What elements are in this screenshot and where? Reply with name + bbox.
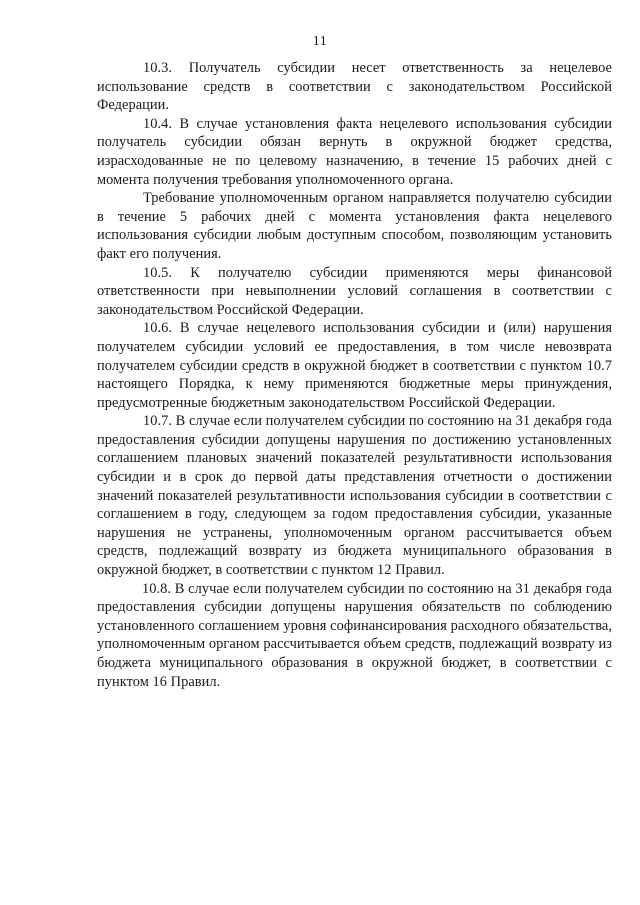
paragraph-requirement: Требование уполномоченным органом направляется получателю субсидии в течение 5 рабочих дней с момента установления факта нецелевого использования субсидии любым доступным способом, позволяющим установить факт его получения. bbox=[97, 190, 612, 262]
page-number: 11 bbox=[312, 34, 328, 49]
paragraph-10-5: 10.5. К получателю субсидии применяются меры финансовой ответственности при невыполнении условий соглашения в соответствии с законодательством Российской Федерации. bbox=[97, 264, 612, 318]
paragraph-10-3: 10.3. Получатель субсидии несет ответственность за нецелевое использование средств в соответствии с законодательством Российской Федерации. bbox=[97, 60, 612, 114]
paragraph-10-6: 10.6. В случае нецелевого использования субсидии и (или) нарушения получателем субсидии условий ее предоставления, в том числе невозврата получателем субсидии средств в окружной бюджет в соответствии с пунктом 10.7 настоящего Порядка, к нему применяются бюджетные меры принуждения, предусмотренные бюджетным законодательством Российской Федерации. bbox=[97, 320, 612, 411]
paragraph-10-4: 10.4. В случае установления факта нецелевого использования субсидии получатель субсидии обязан вернуть в окружной бюджет средства, израсходованные не по целевому назначению, в течение 15 рабочих дней с момента получения требования уполномоченного органа. bbox=[97, 115, 612, 188]
paragraph-10-7: 10.7. В случае если получателем субсидии по состоянию на 31 декабря года предоставления субсидии допущены нарушения по достижению установленных соглашением плановых значений показателей результативности использования субсидии и в срок до первой даты представления отчетности о достижении значений показателей результативности использования субсидии в соответствии с соглашением в году, следующем за годом предоставления субсидии, указанные нарушения не устранены, уполномоченным органом рассчитывается объем средств, подлежащий возврату из бюджета муниципального образования в окружной бюджет, в соответствии с пунктом 12 Правил. bbox=[97, 413, 612, 579]
paragraph-10-8: 10.8. В случае если получателем субсидии по состоянию на 31 декабря года предоставления субсидии допущены нарушения обязательств по соблюдению установленного соглашением уровня софинансирования расходного обязательства, уполномоченным органом рассчитывается объем средств, подлежащий возврату из бюджета муниципального образования в окружной бюджет, в соответствии с пунктом 16 Правил. bbox=[97, 580, 612, 690]
document-body bbox=[97, 59, 612, 691]
